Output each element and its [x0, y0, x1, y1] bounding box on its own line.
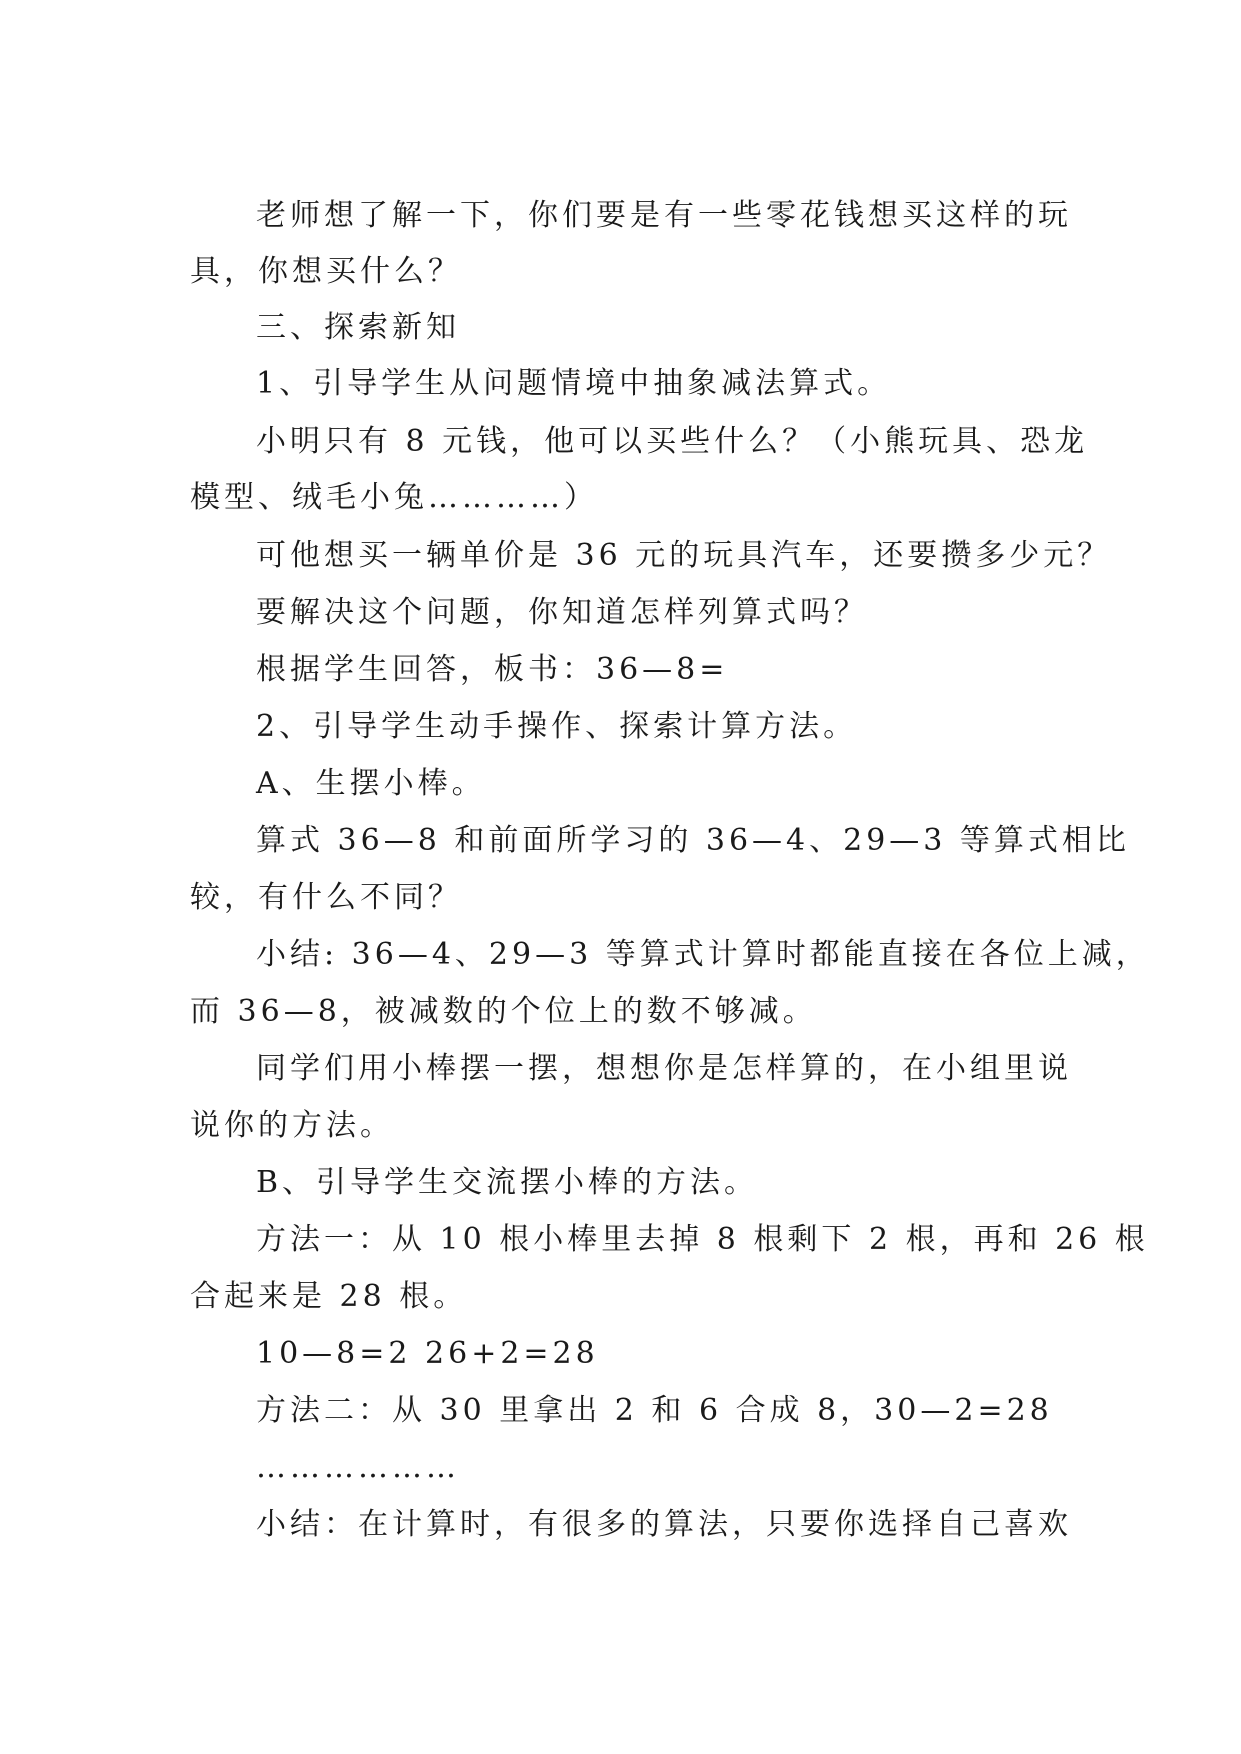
- paragraph-line: 1、引导学生从问题情境中抽象减法算式。: [256, 366, 892, 401]
- paragraph-line: 小结：在计算时，有很多的算法，只要你选择自己喜欢: [256, 1507, 1072, 1542]
- paragraph-line: 模型、绒毛小兔…………）: [190, 480, 598, 515]
- paragraph-line: 要解决这个问题，你知道怎样列算式吗？: [256, 595, 868, 630]
- paragraph-line: 算式 36—8 和前面所学习的 36—4、29—3 等算式相比: [256, 823, 1130, 858]
- paragraph-line: 根据学生回答，板书：36—8=: [256, 652, 729, 687]
- paragraph-line: 而 36—8，被减数的个位上的数不够减。: [190, 994, 817, 1029]
- paragraph-line: 小明只有 8 元钱，他可以买些什么？（小熊玩具、恐龙: [256, 424, 1089, 459]
- paragraph-line: 2、引导学生动手操作、探索计算方法。: [256, 709, 858, 744]
- paragraph-line: A、生摆小棒。: [256, 766, 486, 801]
- paragraph-line: 方法二：从 30 里拿出 2 和 6 合成 8，30—2=28: [256, 1393, 1053, 1428]
- ellipsis-line: ………………: [256, 1450, 460, 1485]
- paragraph-line: 可他想买一辆单价是 36 元的玩具汽车，还要攒多少元？: [256, 538, 1112, 573]
- paragraph-line: 较，有什么不同？: [190, 880, 462, 915]
- paragraph-line: 老师想了解一下，你们要是有一些零花钱想买这样的玩: [256, 198, 1072, 233]
- paragraph-line: 10—8=2 26+2=28: [256, 1336, 599, 1371]
- paragraph-line: 小结: 36—4、29—3 等算式计算时都能直接在各位上减，: [256, 937, 1150, 972]
- paragraph-line: 方法一：从 10 根小棒里去掉 8 根剩下 2 根，再和 26 根: [256, 1222, 1149, 1257]
- paragraph-line: B、引导学生交流摆小棒的方法。: [256, 1165, 759, 1200]
- paragraph-line: 同学们用小棒摆一摆，想想你是怎样算的，在小组里说: [256, 1051, 1072, 1086]
- paragraph-line: 说你的方法。: [190, 1108, 394, 1143]
- paragraph-line: 具，你想买什么？: [190, 254, 462, 289]
- paragraph-line: 合起来是 28 根。: [190, 1279, 468, 1314]
- section-heading: 三、探索新知: [256, 310, 460, 345]
